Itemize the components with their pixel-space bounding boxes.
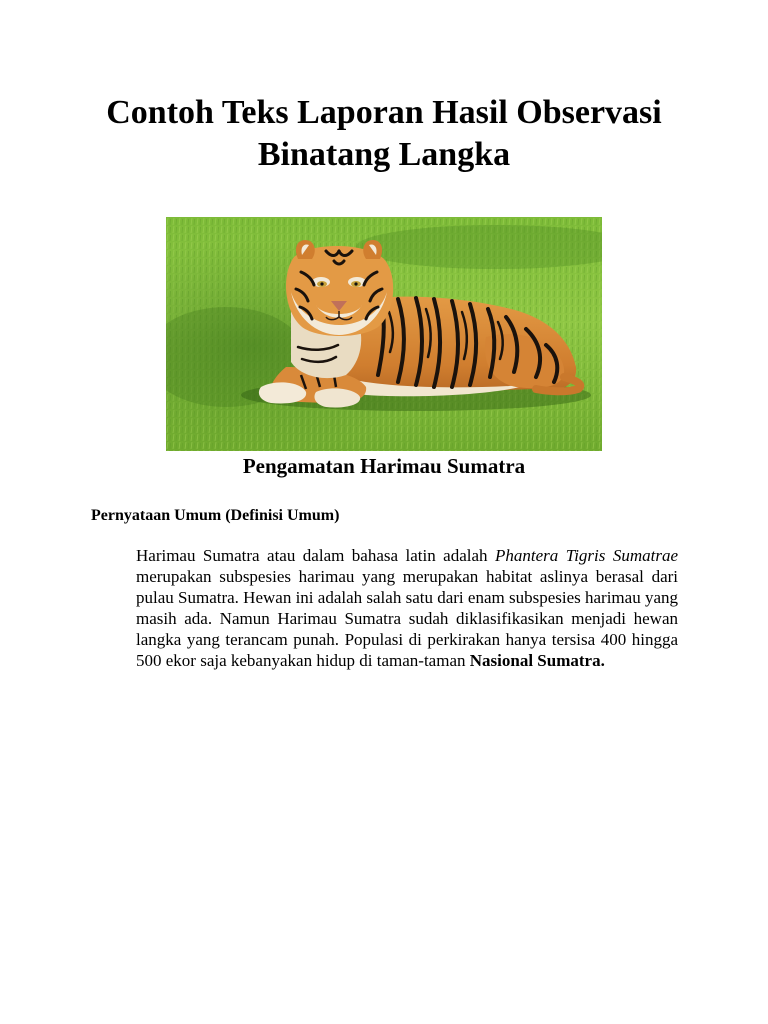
image-caption: Pengamatan Harimau Sumatra xyxy=(242,454,526,478)
title-line-2: Binatang Langka xyxy=(257,136,511,173)
tiger-photo xyxy=(166,217,602,451)
title-line-1: Contoh Teks Laporan Hasil Observasi xyxy=(106,94,662,131)
section-heading: Pernyataan Umum (Definisi Umum) xyxy=(91,507,340,524)
paragraph-text-2: merupakan subspesies harimau yang merupakan habitat aslinya berasal dari pulau Sumatra. Hewan ini adalah salah satu dari enam subspesies harimau yang masih ada. Namun Harimau Sumatra sudah diklasifikasikan menjadi hewan langka yang terancam punah. Populasi di perkirakan hanya tersisa 400 hingga 500 ekor saja kebanyakan hidup di taman-taman xyxy=(136,567,678,670)
body-paragraph xyxy=(136,545,678,671)
paragraph-bold-end: Nasional Sumatra. xyxy=(469,651,605,670)
paragraph-text-1: Harimau Sumatra atau dalam bahasa latin adalah xyxy=(136,546,495,565)
document-title xyxy=(60,92,708,176)
latin-name: Phantera Tigris Sumatrae xyxy=(494,546,678,565)
